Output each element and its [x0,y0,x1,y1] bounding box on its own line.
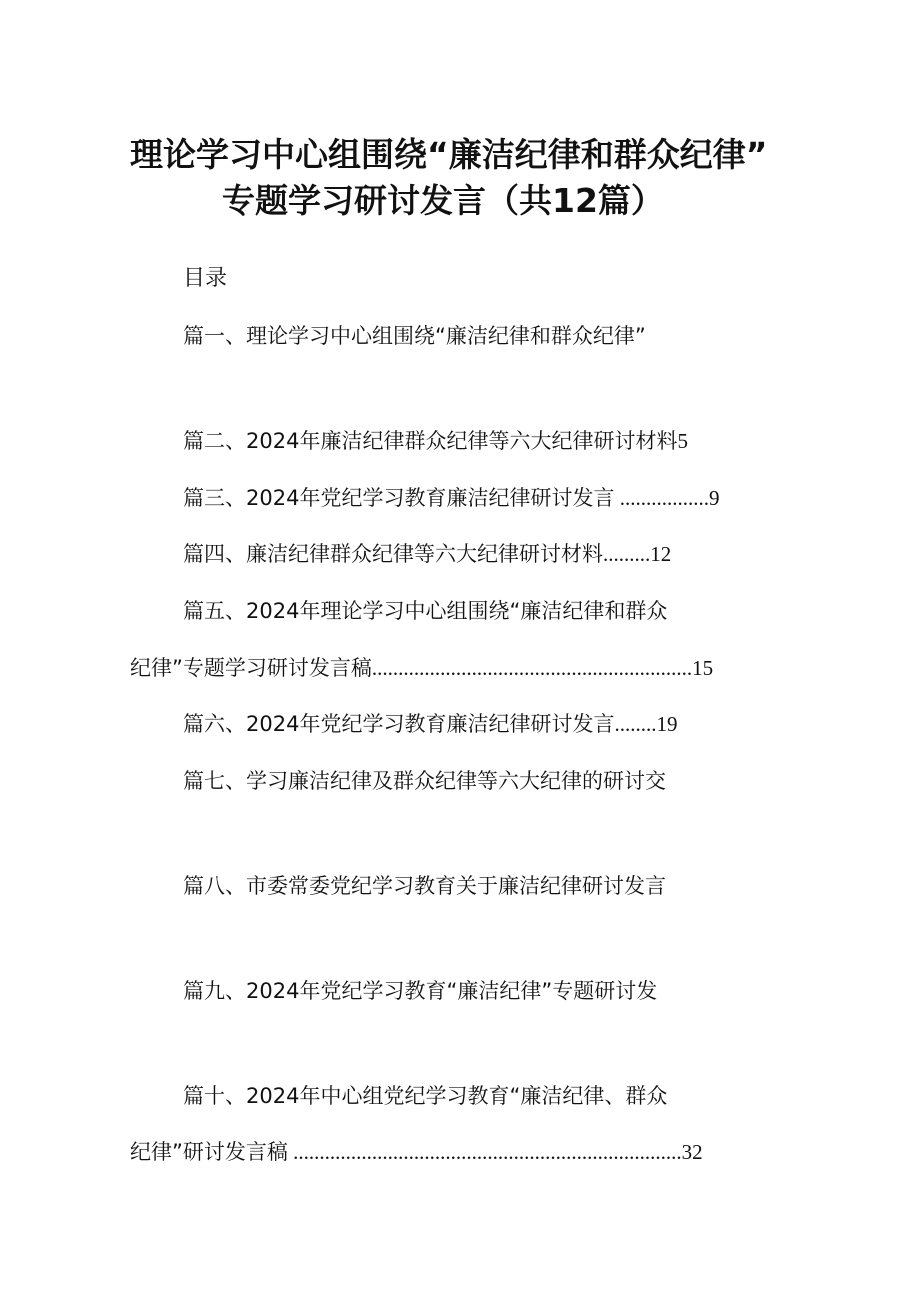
toc-entry-5[interactable] [183,596,667,626]
toc-entry-2[interactable] [183,426,688,456]
toc-entry-text: 篇三、2024年党纪学习教育廉洁纪律研讨发言 [183,486,615,510]
toc-entry-text: 篇五、2024年理论学习中心组围绕“廉洁纪律和群众 [183,599,668,623]
toc-entry-7[interactable] [183,766,666,796]
toc-entry-1[interactable] [183,321,646,351]
toc-entry-text: 篇八、市委常委党纪学习教育关于廉洁纪律研讨发言 [183,874,666,898]
toc-entry-text: 篇二、2024年廉洁纪律群众纪律等六大纪律研讨材料 [183,429,678,453]
toc-entry-6[interactable] [183,709,677,739]
toc-leader-dots: .......................................................................... [287,1140,682,1164]
toc-entry-9[interactable] [183,976,657,1006]
toc-entry-text: 篇一、理论学习中心组围绕“廉洁纪律和群众纪律” [183,324,646,348]
toc-leader-dots: ......... [603,542,651,566]
toc-entry-text: 篇六、2024年党纪学习教育廉洁纪律研讨发言 [183,712,615,736]
toc-entry-text: 篇九、2024年党纪学习教育“廉洁纪律”专题研讨发 [183,979,658,1003]
toc-page-number: 12 [650,542,672,566]
toc-entry-8[interactable] [183,871,666,901]
toc-heading: 目录 [183,266,228,291]
toc-entry-text: 纪律”研讨发言稿 [130,1140,288,1164]
toc-entry-4[interactable] [183,539,671,569]
toc-entry-10[interactable] [183,1081,667,1111]
document-title-line-2: 专题学习研讨发言（共12篇） [222,181,664,220]
toc-entry-10-continuation[interactable] [130,1137,703,1167]
toc-entry-3[interactable] [183,483,719,513]
toc-page-number: 9 [708,486,720,510]
toc-entry-text: 篇四、廉洁纪律群众纪律等六大纪律研讨材料 [183,542,603,566]
toc-page-number: 15 [692,656,714,680]
toc-page-number: 19 [656,712,678,736]
toc-entry-text: 篇七、学习廉洁纪律及群众纪律等六大纪律的研讨交 [183,769,666,793]
document-title-line-1: 理论学习中心组围绕“廉洁纪律和群众纪律” [130,135,768,174]
toc-leader-dots: ............................................................. [371,656,693,680]
toc-page-number: 32 [681,1140,703,1164]
toc-entry-5-continuation[interactable] [130,653,713,683]
toc-leader-dots: ........ [614,712,657,736]
toc-entry-text: 纪律”专题学习研讨发言稿 [130,656,372,680]
toc-entry-text: 篇十、2024年中心组党纪学习教育“廉洁纪律、群众 [183,1084,668,1108]
toc-page-number: 5 [677,429,688,453]
toc-leader-dots: ................. [614,486,709,510]
